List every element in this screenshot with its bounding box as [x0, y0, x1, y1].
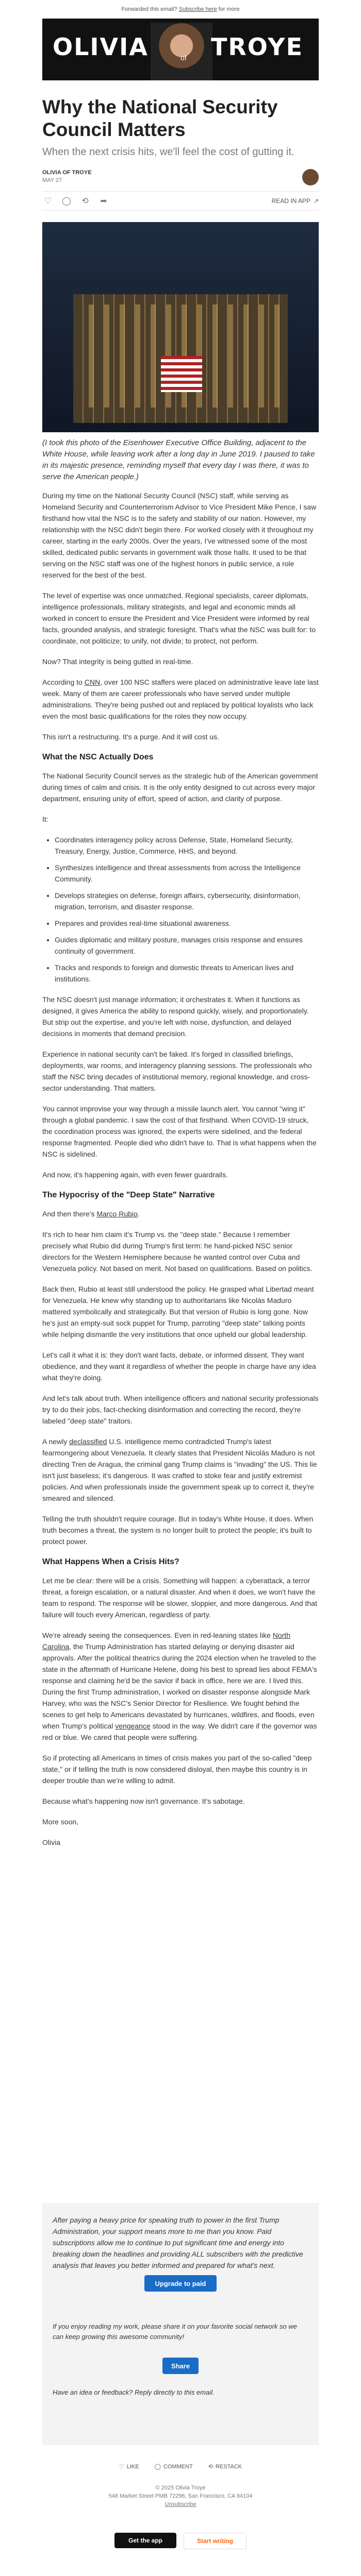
get-the-app-button[interactable]	[114, 2533, 176, 2548]
paragraph: It's rich to hear him claim it's Trump vs. the "deep state." Because I remember precisely what Rubio did during Trump's first term: he hand-picked NSC senior directors for the Western Hemisphere because he wanted control over Cuba and Venezuela policy. Not based on merit. Not based on qualifications. Based on politics.	[42, 1230, 313, 1273]
start-writing-label: Start writing	[196, 2537, 233, 2545]
text: And then there's	[42, 1210, 95, 1218]
paragraph	[42, 1208, 319, 1219]
email-footer	[42, 2484, 319, 2509]
forward-bar	[0, 0, 361, 19]
paragraph: Telling the truth shouldn't require courage. But in today's White House, it does. When truth becomes a threat, the system is no longer built to protect the people; it's built to protect power.	[42, 1515, 314, 1546]
text: stood in the way. We didn't care if the governor was red or blue. We cared that people were suffering.	[42, 1722, 317, 1741]
section-heading: What the NSC Actually Does	[42, 753, 154, 761]
text: According to	[42, 678, 83, 686]
signature: Olivia	[42, 1838, 61, 1846]
list-item: • Coordinates interagency policy across Defense, State, Homeland Security, Treasury, Energy, Justice, Commerce, HHS, and beyond.	[55, 834, 319, 857]
marco-rubio-link[interactable]: Marco Rubio	[96, 1210, 138, 1218]
upgrade-to-paid-button[interactable]: Upgrade to paid	[144, 2275, 217, 2292]
restack-icon[interactable]: ⟲	[81, 197, 89, 206]
paragraph: More soon,	[42, 1818, 79, 1826]
section-heading: What Happens When a Crisis Hits?	[42, 1557, 179, 1566]
comment-icon: ◯	[154, 2464, 161, 2470]
social-actions	[42, 2463, 319, 2470]
author-avatar[interactable]	[302, 169, 319, 185]
restack-label: RESTACK	[215, 2463, 242, 2470]
text: U.S. intelligence memo contradicted Trump's latest fearmongering about Venezuela. It clearly states that President Nicolás Maduro is not directing Tren de Aragua, the criminal gang Trump claims is "invading" the US. This lie isn't just baseless; it's dangerous. It was crafted to stoke fear and justify extremist policies. And when professionals inside the government speak up to correct it, they're smeared and silenced.	[42, 1437, 317, 1502]
text: , over 100 NSC staffers were placed on administrative leave late last week. Many of them are career professionals who have served under multiple administrations. They're being pushed out and replaced by political loyalists who lack even the most basic qualifications for the roles they now occupy.	[42, 678, 319, 720]
eisenhower-building-photo[interactable]	[42, 222, 319, 432]
comment-action[interactable]	[155, 2463, 193, 2470]
list-item: • Prepares and provides real-time situational awareness.	[55, 918, 319, 929]
paragraph: The National Security Council serves as the strategic hub of the American government during times of calm and crisis. It is the only entity designed to cut across every major department, ensuring unity of effort, speed of action, and clarity of purpose.	[42, 772, 318, 803]
text: A newly	[42, 1437, 68, 1446]
address: 548 Market Street PMB 72296, San Francisco, CA 94104	[108, 2493, 253, 2499]
cnn-link[interactable]: CNN	[84, 678, 101, 686]
comment-icon[interactable]: ◯	[62, 197, 71, 206]
paragraph: Back then, Rubio at least still understood the policy. He grasped what Libertad meant for Venezuela. He knew why standing up to authoritarians like Nicolás Maduro mattered symbolically and strategically. But that version of Rubio is long gone. Now he's just an empty-suit sock puppet for Trump, parroting "deep state" talking points while helping dismantle the very institutions that once upheld our global leadership.	[42, 1285, 314, 1338]
paragraph: This isn't a restructuring. It's a purge. And it will cost us.	[42, 733, 220, 741]
paragraph: You cannot improvise your way through a missile launch alert. You cannot "wing it" through a global pandemic. I saw the cost of that firsthand. When COVID-19 struck, the coordination process was ignored, the experts were sidelined, and the federal response fragmented. People died who didn't have to. That is what happens when the NSC is sidelined.	[42, 1105, 317, 1158]
paragraph	[42, 1436, 319, 1504]
support-intro: After paying a heavy price for speaking truth to power in the first Trump Administration, your support means more to me than you know. Paid subscriptions allow me to continue to put significant time and energy into breaking down the headlines and providing ALL subscribers with the predictive analysis that leaves you better informed and prepared for what's next.	[53, 2216, 303, 2269]
like-icon[interactable]: ♡	[44, 197, 52, 206]
email-card	[42, 19, 319, 2576]
restack-action[interactable]	[208, 2463, 242, 2470]
paragraph: The NSC doesn't just manage information; it orchestrates it. When it functions as designed, it gives America the ability to respond quickly, wisely, and proportionately. But strip out the expertise, and you're left with noise, dysfunction, and delayed decisions in moments that demand precision.	[42, 995, 309, 1038]
post-title[interactable]: Why the National Security Council Matters	[42, 96, 278, 140]
photo-flag	[161, 356, 202, 392]
get-app-label: Get the app	[128, 2537, 162, 2544]
brand-name-left: OLIVIA	[53, 33, 149, 61]
vengeance-link[interactable]: vengeance	[115, 1722, 151, 1730]
share-prompt: If you enjoy reading my work, please share it on your favorite social network so we can keep growing this awesome community!	[53, 2323, 298, 2341]
photo-caption: (I took this photo of the Eisenhower Executive Office Building, adjacent to the White House, while leaving work after a long day in June 2019. I paused to take in its majestic presence, reminding myself that every day I was there, it was to serve the American people.)	[42, 438, 315, 481]
support-box	[42, 2203, 319, 2445]
paragraph: Because what's happening now isn't governance. It's sabotage.	[42, 1797, 245, 1805]
like-action[interactable]	[119, 2463, 139, 2470]
author-photo	[151, 23, 212, 80]
section-heading: The Hypocrisy of the "Deep State" Narrative	[42, 1191, 215, 1199]
start-writing-button[interactable]	[184, 2533, 247, 2549]
paragraph: Let's call it what it is: they don't want facts, debate, or informed dissent. They want obedience, and they want it regardless of whether the people in charge have any idea what they're doing.	[42, 1351, 316, 1382]
article-body	[42, 490, 319, 1857]
paragraph: During my time on the National Security Council (NSC) staff, while serving as Homeland Security and Counterterrorism Advisor to Vice President Mike Pence, I saw firsthand how vital the NSC is to the safety and stability of our nation. However, my relationship with the NSC didn't begin there. For worked closely with it throughout my career, starting in the early 2000s. Over the years, I've witnessed some of the most skilled, dedicated public servants in government walk those halls. It used to be that serving on the NSC staff was one of the highest honors in public service, a role reserved for the best of the best.	[42, 492, 317, 579]
north-carolina-link[interactable]: North Carolina	[42, 1631, 291, 1651]
paragraph: The level of expertise was once unmatched. Regional specialists, career diplomats, intelligence professionals, military strategists, and legal and economic minds all worked in concert to ensure the President and Vice President were informed by real facts, grounded analysis, and strategic foresight. That's what the NSC was built for: to coordinate, not politicize; to unify, not divide; to protect, not perform.	[42, 591, 316, 645]
paragraph	[42, 1630, 319, 1743]
nsc-functions-list	[42, 834, 319, 985]
post-actions	[42, 191, 319, 211]
post-date: MAY 27	[42, 177, 62, 183]
text: , the Trump Administration has started delaying or denying disaster aid approvals. After the political theatrics during the 2024 election when he traveled to the state in the aftermath of Hurricane Helene, doing his best to spread lies about FEMA's response and claiming he'd be the savior if back in office, here we are. I lived this. During the first Trump administration, I worked on disaster response alongside Mark Harvey, who was the NSC's Senior Director for Resilience. We fought behind the scenes to get help to Americans devastated by hurricanes, wildfires, and floods, even when Trump's political	[42, 1642, 317, 1730]
read-in-app-button[interactable]	[272, 197, 319, 205]
declassified-link[interactable]: declassified	[69, 1437, 107, 1446]
paragraph: And now, it's happening again, with even fewer guardrails.	[42, 1171, 228, 1179]
text: We're already seeing the consequences. Even in red-leaning states like	[42, 1631, 271, 1639]
forward-text: Forwarded this email?	[121, 6, 177, 12]
external-link-icon: ↗	[313, 197, 319, 205]
post-author[interactable]: OLIVIA OF TROYE	[42, 170, 92, 176]
share-button[interactable]: Share	[162, 2358, 199, 2374]
paragraph: Let me be clear: there will be a crisis. Something will happen: a cyberattack, a terror threat, a foreign escalation, or a natural disaster. And when it does, we won't have the team to respond. The response will be slower, sloppier, and more dangerous. And that failure will touch every American, regardless of party.	[42, 1577, 317, 1619]
paragraph: It:	[42, 815, 48, 823]
newsletter-banner[interactable]	[42, 19, 319, 80]
unsubscribe-link[interactable]: Unsubscribe	[165, 2501, 196, 2507]
post-subtitle: When the next crisis hits, we'll feel the cost of gutting it.	[42, 146, 294, 158]
read-in-app-label: READ IN APP	[271, 197, 310, 205]
app-buttons	[42, 2533, 319, 2549]
paragraph: Now? That integrity is being gutted in real-time.	[42, 657, 193, 666]
list-item: • Synthesizes intelligence and threat assessments from across the Intelligence Community.	[55, 862, 319, 885]
heart-icon: ♡	[119, 2464, 124, 2470]
subscribe-link[interactable]: Subscribe here	[178, 6, 217, 12]
brand-of: of	[180, 54, 187, 62]
paragraph: So if protecting all Americans in times of crisis makes you part of the so-called "deep state," or if telling the truth is now considered disloyal, then maybe this country is in deeper trouble than we're willing to admit.	[42, 1754, 312, 1785]
forward-more: for more	[218, 6, 240, 12]
list-item: • Guides diplomatic and military posture, manages crisis response and ensures continuity of government.	[55, 934, 319, 957]
list-item: • Tracks and responds to foreign and domestic threats to American lives and institutions.	[55, 962, 319, 985]
paragraph: Experience in national security can't be faked. It's forged in classified briefings, deployments, war rooms, and interagency planning sessions. The professionals who staff the NSC bring decades of institutional memory, regional knowledge, and cross-sector understanding. That matters.	[42, 1050, 312, 1092]
copyright: © 2025 Olivia Troye	[155, 2485, 206, 2491]
share-icon[interactable]: ➦	[100, 197, 107, 206]
comment-label: COMMENT	[163, 2463, 193, 2470]
paragraph: And let's talk about truth. When intelligence officers and national security professionals try to do their jobs, fact-checking disinformation and correcting the record, they're labeled "deep state" traitors.	[42, 1394, 319, 1425]
reply-prompt: Have an idea or feedback? Reply directly to this email.	[53, 2388, 215, 2396]
restack-icon: ⟲	[208, 2464, 213, 2470]
paragraph	[42, 676, 319, 722]
brand-name-right: TROYE	[211, 33, 303, 61]
text: .	[137, 1210, 140, 1218]
like-label: LIKE	[126, 2463, 139, 2470]
list-item: • Develops strategies on defense, foreign affairs, cybersecurity, disinformation, migration, terrorism, and disaster response.	[55, 890, 319, 912]
